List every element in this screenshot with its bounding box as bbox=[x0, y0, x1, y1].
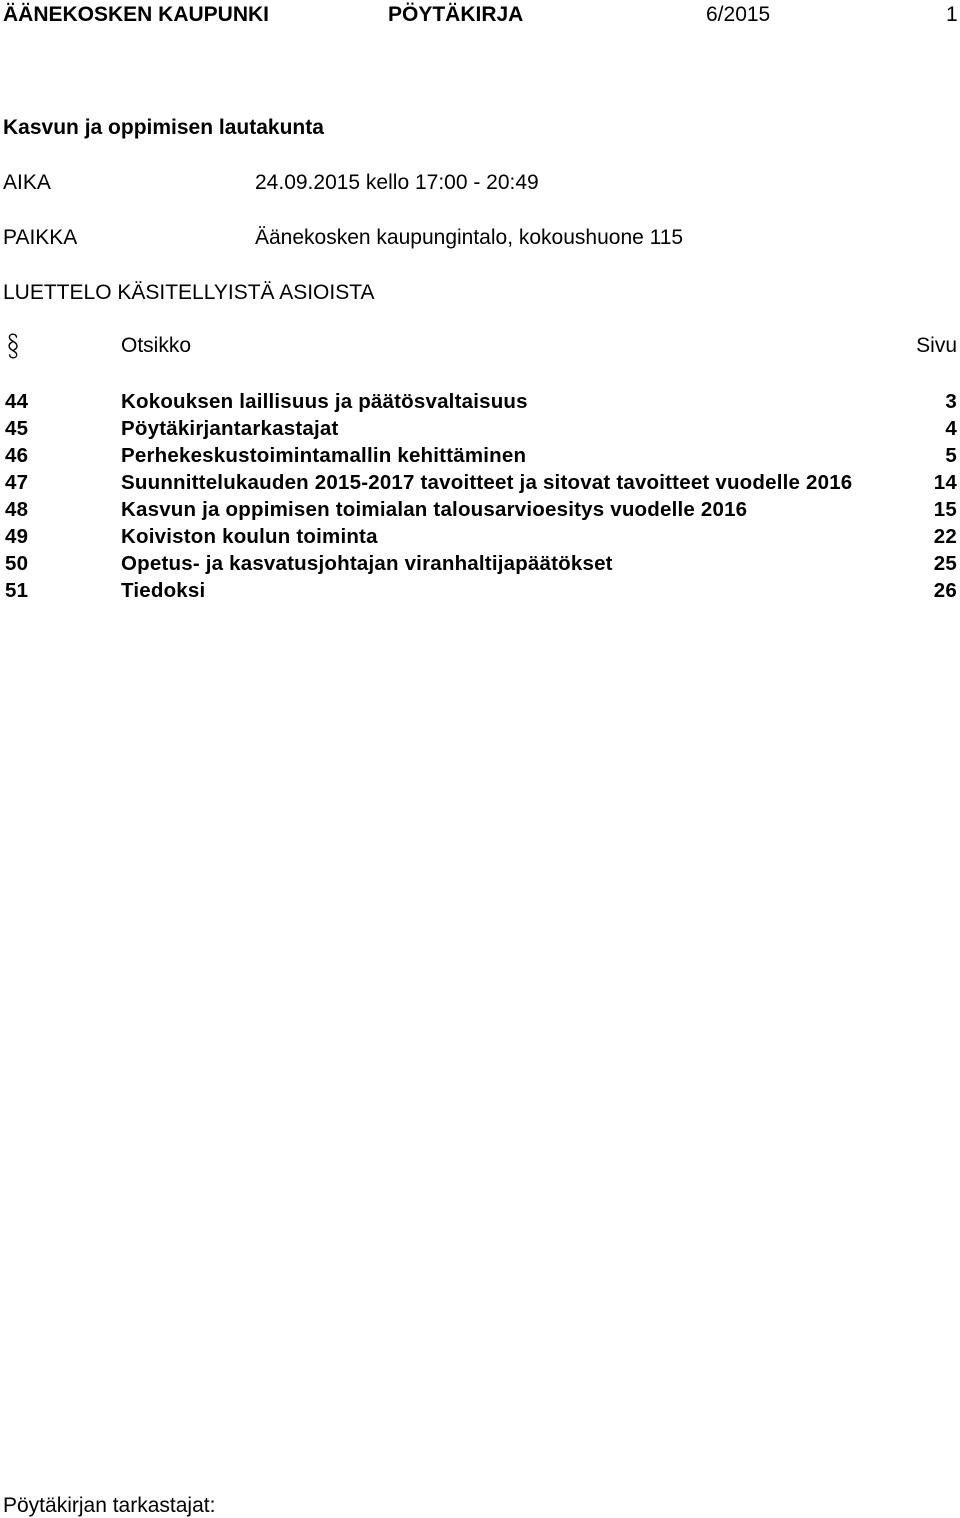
list-item bbox=[0, 550, 960, 577]
time-value: 24.09.2015 kello 17:00 - 20:49 bbox=[255, 171, 539, 194]
list-title: LUETTELO KÄSITELLYISTÄ ASIOISTA bbox=[3, 281, 375, 304]
column-header-page: Sivu bbox=[916, 334, 957, 357]
list-item bbox=[0, 442, 960, 469]
board-name: Kasvun ja oppimisen lautakunta bbox=[3, 116, 324, 139]
item-title: Suunnittelukauden 2015-2017 tavoitteet ja sitovat tavoitteet vuodelle 2016 bbox=[121, 471, 853, 494]
item-number: 49 bbox=[5, 525, 29, 548]
item-page: 3 bbox=[945, 390, 957, 413]
organization-name: ÄÄNEKOSKEN KAUPUNKI bbox=[3, 3, 270, 26]
item-number: 46 bbox=[5, 444, 29, 467]
item-title: Perhekeskustoimintamallin kehittäminen bbox=[121, 444, 527, 467]
item-title: Tiedoksi bbox=[121, 579, 206, 602]
item-number: 47 bbox=[5, 471, 29, 494]
document-type: PÖYTÄKIRJA bbox=[388, 3, 524, 26]
place-label: PAIKKA bbox=[3, 226, 78, 249]
list-item bbox=[0, 496, 960, 523]
item-page: 5 bbox=[945, 444, 957, 467]
item-title: Pöytäkirjantarkastajat bbox=[121, 417, 339, 440]
item-title: Koiviston koulun toiminta bbox=[121, 525, 378, 548]
item-number: 51 bbox=[5, 579, 29, 602]
list-item bbox=[0, 388, 960, 415]
list-item bbox=[0, 577, 960, 604]
item-page: 15 bbox=[933, 498, 957, 521]
item-number: 45 bbox=[5, 417, 29, 440]
time-label: AIKA bbox=[3, 171, 51, 194]
list-item bbox=[0, 415, 960, 442]
item-title: Kasvun ja oppimisen toimialan talousarvioesitys vuodelle 2016 bbox=[121, 498, 748, 521]
item-page: 22 bbox=[933, 525, 957, 548]
item-title: Opetus- ja kasvatusjohtajan viranhaltijapäätökset bbox=[121, 552, 613, 575]
item-page: 4 bbox=[945, 417, 957, 440]
list-item bbox=[0, 469, 960, 496]
meeting-number: 6/2015 bbox=[706, 3, 771, 26]
item-number: 50 bbox=[5, 552, 29, 575]
item-number: 48 bbox=[5, 498, 29, 521]
item-number: 44 bbox=[5, 390, 29, 413]
page-number: 1 bbox=[946, 3, 958, 26]
item-page: 26 bbox=[933, 579, 957, 602]
item-page: 25 bbox=[933, 552, 957, 575]
place-value: Äänekosken kaupungintalo, kokoushuone 115 bbox=[255, 226, 684, 249]
item-title: Kokouksen laillisuus ja päätösvaltaisuus bbox=[121, 390, 528, 413]
column-header-title: Otsikko bbox=[121, 334, 192, 357]
signature-label: Pöytäkirjan tarkastajat: bbox=[3, 1494, 216, 1517]
list-item bbox=[0, 523, 960, 550]
section-sign-icon bbox=[6, 333, 20, 359]
item-list bbox=[0, 388, 960, 604]
item-page: 14 bbox=[933, 471, 957, 494]
